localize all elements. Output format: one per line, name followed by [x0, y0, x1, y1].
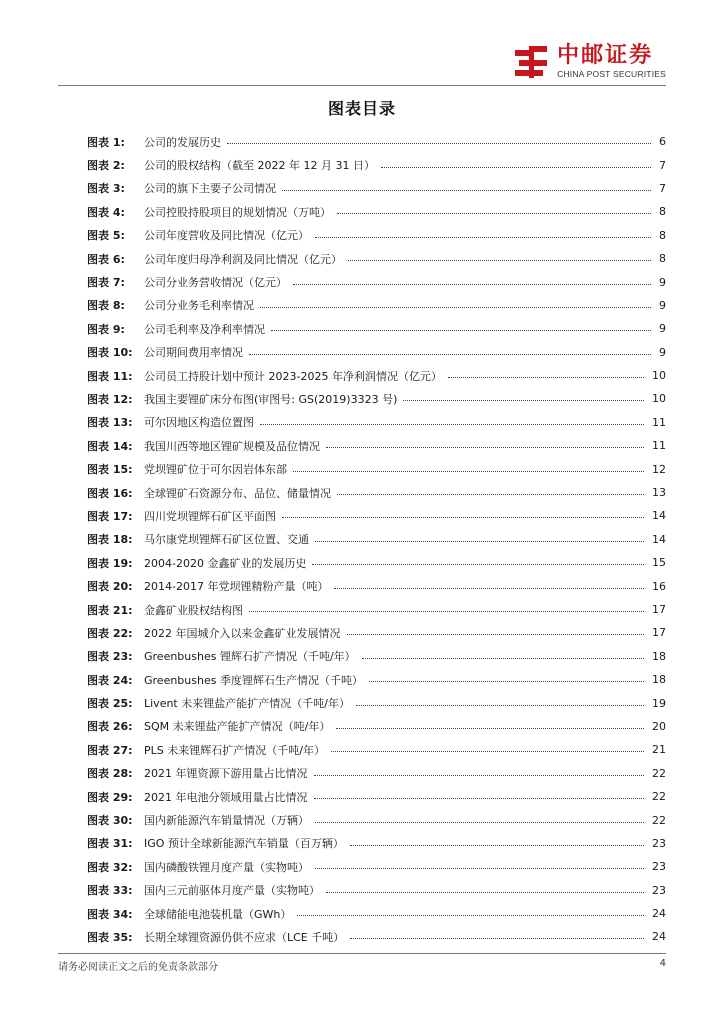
toc-entry-page: 10: [652, 392, 666, 406]
toc-entry[interactable]: [87, 504, 666, 527]
toc-leader-dots: [271, 330, 651, 331]
toc-entry-page: 23: [652, 860, 666, 874]
toc-entry[interactable]: [87, 411, 666, 434]
toc-entry-label: 图表 19:: [87, 556, 133, 570]
toc-entry[interactable]: [87, 574, 666, 597]
toc-entry-page: 15: [652, 556, 666, 570]
toc-entry-label: 图表 20:: [87, 580, 133, 594]
toc-leader-dots: [381, 167, 651, 168]
toc-entry[interactable]: [87, 528, 666, 551]
toc-entry[interactable]: [87, 177, 666, 200]
toc-leader-dots: [326, 447, 644, 448]
toc-entry[interactable]: [87, 855, 666, 878]
toc-entry-label: 图表 9:: [87, 322, 125, 336]
toc-entry-title: 公司员工持股计划中预计 2023-2025 年净利润情况（亿元）: [144, 369, 442, 383]
toc-entry-page: 24: [652, 907, 666, 921]
toc-leader-dots: [293, 471, 644, 472]
toc-entry[interactable]: [87, 317, 666, 340]
toc-leader-dots: [315, 868, 644, 869]
toc-entry[interactable]: [87, 645, 666, 668]
page-number: 4: [659, 958, 666, 969]
toc-leader-dots: [315, 822, 644, 823]
toc-entry-page: 7: [659, 181, 666, 195]
toc-entry-title: 2014-2017 年党坝锂精粉产量（吨）: [144, 580, 329, 594]
toc-entry-label: 图表 31:: [87, 837, 133, 851]
toc-leader-dots: [315, 237, 651, 238]
toc-entry-label: 图表 11:: [87, 369, 133, 383]
toc-entry-title: 公司的股权结构（截至 2022 年 12 月 31 日）: [144, 159, 375, 173]
toc-entry[interactable]: [87, 691, 666, 714]
toc-entry[interactable]: [87, 130, 666, 153]
toc-leader-dots: [293, 284, 651, 285]
toc-entry[interactable]: [87, 598, 666, 621]
toc-entry-label: 图表 27:: [87, 743, 133, 757]
toc-entry-label: 图表 30:: [87, 814, 133, 828]
toc-entry-label: 图表 4:: [87, 205, 125, 219]
toc-entry-title: Greenbushes 锂辉石扩产情况（千吨/年）: [144, 650, 356, 664]
toc-entry-title: 全球锂矿石资源分布、品位、储量情况: [144, 486, 331, 500]
toc-entry-label: 图表 23:: [87, 650, 133, 664]
toc-entry[interactable]: [87, 621, 666, 644]
toc-entry-page: 14: [652, 509, 666, 523]
toc-entry-title: 党坝锂矿位于可尔因岩体东部: [144, 463, 287, 477]
toc-entry-title: 公司的发展历史: [144, 135, 221, 149]
toc-leader-dots: [260, 424, 644, 425]
toc-leader-dots: [348, 260, 651, 261]
toc-entry-label: 图表 12:: [87, 392, 133, 406]
toc-leader-dots: [314, 798, 645, 799]
footer-divider: [58, 953, 666, 954]
toc-entry[interactable]: [87, 668, 666, 691]
toc-entry-title: 公司分业务毛利率情况: [144, 299, 254, 313]
toc-entry-label: 图表 16:: [87, 486, 133, 500]
toc-entry-page: 11: [652, 439, 666, 453]
toc-entry-label: 图表 3:: [87, 182, 125, 196]
toc-entry-page: 22: [652, 813, 666, 827]
toc-leader-dots: [336, 728, 644, 729]
toc-entry[interactable]: [87, 738, 666, 761]
toc-entry-page: 8: [659, 205, 666, 219]
toc-entry-page: 19: [652, 696, 666, 710]
toc-entry-page: 17: [652, 603, 666, 616]
toc-entry[interactable]: [87, 785, 666, 808]
toc-entry-page: 23: [652, 883, 666, 897]
toc-entry-title: 公司毛利率及净利率情况: [144, 322, 265, 336]
toc-leader-dots: [334, 588, 644, 589]
toc-leader-dots: [350, 845, 644, 846]
toc-entry[interactable]: [87, 224, 666, 247]
toc-entry-page: 18: [652, 673, 666, 687]
toc-entry-page: 9: [659, 275, 666, 289]
brand-name-en: CHINA POST SECURITIES: [557, 69, 666, 79]
toc-entry-page: 14: [652, 532, 666, 546]
toc-entry-title: PLS 未来锂辉石扩产情况（千吨/年）: [144, 743, 325, 757]
toc-entry[interactable]: [87, 364, 666, 387]
toc-entry-page: 10: [652, 369, 666, 383]
toc-entry-title: 国内磷酸铁锂月度产量（实物吨）: [144, 860, 309, 874]
toc-entry-title: 国内新能源汽车销量情况（万辆）: [144, 814, 309, 828]
toc-leader-dots: [312, 564, 644, 565]
toc-entry[interactable]: [87, 434, 666, 457]
toc-entry-title: Greenbushes 季度锂辉石生产情况（千吨）: [144, 673, 363, 687]
toc-entry[interactable]: [87, 551, 666, 574]
toc-leader-dots: [337, 494, 644, 495]
toc-entry-page: 8: [659, 228, 666, 242]
toc-leader-dots: [356, 705, 644, 706]
toc-entry[interactable]: [87, 902, 666, 925]
toc-leader-dots: [326, 892, 644, 893]
toc-entry-title: 2021 年电池分领域用量占比情况: [144, 790, 308, 804]
toc-entry[interactable]: [87, 270, 666, 293]
toc-entry[interactable]: [87, 715, 666, 738]
toc-entry-title: 四川党坝锂辉石矿区平面图: [144, 509, 276, 523]
toc-leader-dots: [249, 611, 644, 612]
toc-entry-title: 我国主要锂矿床分布图(审图号: GS(2019)3323 号): [144, 392, 398, 406]
header-divider: [58, 85, 666, 86]
toc-entry-page: 16: [652, 579, 666, 593]
toc-entry-label: 图表 5:: [87, 229, 125, 243]
toc-leader-dots: [282, 190, 651, 191]
toc-entry[interactable]: [87, 153, 666, 176]
toc-entry-title: 2004-2020 金鑫矿业的发展历史: [144, 556, 307, 570]
brand-name-cn: 中邮证券: [557, 43, 654, 68]
toc-entry-title: 公司年度营收及同比情况（亿元）: [144, 229, 309, 243]
footer-disclaimer: 请务必阅读正文之后的免责条款部分: [58, 962, 218, 973]
toc-entry-label: 图表 13:: [87, 416, 133, 430]
toc-entry-title: 公司分业务营收情况（亿元）: [144, 276, 287, 290]
toc-entry[interactable]: [87, 294, 666, 317]
toc-entry[interactable]: [87, 481, 666, 504]
toc-leader-dots: [331, 751, 644, 752]
toc-entry-page: 23: [652, 836, 666, 850]
brand-logo: [511, 42, 666, 82]
toc-entry-label: 图表 10:: [87, 346, 133, 360]
toc-entry-title: 国内三元前驱体月度产量（实物吨）: [144, 884, 320, 898]
toc-leader-dots: [249, 354, 651, 355]
toc-entry-page: 13: [652, 486, 666, 500]
toc-entry[interactable]: [87, 808, 666, 831]
toc-entry-page: 9: [659, 322, 666, 336]
toc-entry-label: 图表 32:: [87, 860, 133, 874]
toc-entry-title: 公司控股持股项目的规划情况（万吨）: [144, 205, 331, 219]
toc-leader-dots: [350, 938, 644, 939]
toc-entry-label: 图表 15:: [87, 463, 133, 477]
toc-leader-dots: [337, 213, 651, 214]
toc-entry-label: 图表 17:: [87, 509, 133, 523]
toc-entry-page: 6: [659, 135, 666, 149]
toc-leader-dots: [315, 541, 644, 542]
toc-entry-label: 图表 22:: [87, 626, 133, 640]
toc-entry[interactable]: [87, 832, 666, 855]
toc-entry-label: 图表 6:: [87, 252, 125, 266]
toc-entry-label: 图表 29:: [87, 790, 133, 804]
toc-entry[interactable]: [87, 247, 666, 270]
toc-entry-title: SQM 未来锂盐产能扩产情况（吨/年）: [144, 720, 331, 734]
china-post-logo-icon: [511, 42, 551, 82]
toc-entry-title: 2021 年锂资源下游用量占比情况: [144, 767, 308, 781]
toc-entry-label: 图表 21:: [87, 603, 133, 617]
toc-entry-page: 11: [652, 415, 666, 429]
toc-leader-dots: [448, 377, 644, 378]
toc-entry-label: 图表 33:: [87, 884, 133, 898]
toc-entry-title: 金鑫矿业股权结构图: [144, 603, 243, 617]
toc-entry[interactable]: [87, 879, 666, 902]
toc-entry-page: 9: [659, 298, 666, 312]
toc-entry-page: 24: [652, 930, 666, 944]
toc-entry-label: 图表 1:: [87, 135, 125, 149]
toc-leader-dots: [297, 915, 644, 916]
toc-entry-title: 2022 年国城介入以来金鑫矿业发展情况: [144, 626, 341, 640]
toc-leader-dots: [403, 400, 644, 401]
toc-entry-label: 图表 2:: [87, 159, 125, 173]
toc-list: [87, 130, 666, 949]
toc-entry-title: IGO 预计全球新能源汽车销量（百万辆）: [144, 837, 344, 851]
toc-entry-title: 公司的旗下主要子公司情况: [144, 182, 276, 196]
toc-leader-dots: [314, 775, 645, 776]
toc-leader-dots: [347, 634, 645, 635]
toc-entry-label: 图表 28:: [87, 767, 133, 781]
toc-entry-label: 图表 34:: [87, 907, 133, 921]
toc-entry-label: 图表 25:: [87, 697, 133, 711]
toc-entry[interactable]: [87, 762, 666, 785]
toc-entry[interactable]: [87, 457, 666, 480]
toc-entry-title: 长期全球锂资源仍供不应求（LCE 千吨）: [144, 930, 345, 944]
toc-entry-page: 9: [659, 345, 666, 359]
toc-entry-label: 图表 26:: [87, 720, 133, 734]
toc-entry-label: 图表 35:: [87, 930, 133, 944]
toc-entry-label: 图表 24:: [87, 673, 133, 687]
toc-entry[interactable]: [87, 200, 666, 223]
toc-entry-page: 12: [652, 462, 666, 476]
toc-leader-dots: [260, 307, 651, 308]
toc-entry-title: 马尔康党坝锂辉石矿区位置、交通: [144, 533, 309, 547]
toc-entry[interactable]: [87, 341, 666, 364]
toc-entry-label: 图表 8:: [87, 299, 125, 313]
toc-entry-label: 图表 18:: [87, 533, 133, 547]
toc-entry-page: 21: [652, 743, 666, 757]
toc-title: 图表目录: [327, 99, 396, 118]
toc-entry-title: 可尔因地区构造位置图: [144, 416, 254, 430]
toc-entry-page: 22: [652, 790, 666, 804]
toc-leader-dots: [282, 517, 644, 518]
toc-entry-title: 公司期间费用率情况: [144, 346, 243, 360]
toc-entry-title: 我国川西等地区锂矿规模及品位情况: [144, 439, 320, 453]
toc-entry[interactable]: [87, 925, 666, 948]
toc-entry-title: Livent 未来锂盐产能扩产情况（千吨/年）: [144, 697, 350, 711]
toc-entry-title: 全球储能电池装机量（GWh）: [144, 907, 292, 921]
toc-entry-title: 公司年度归母净利润及同比情况（亿元）: [144, 252, 342, 266]
toc-entry-page: 22: [652, 766, 666, 780]
toc-entry-page: 7: [659, 158, 666, 172]
toc-entry-page: 17: [652, 626, 666, 640]
toc-entry-page: 20: [652, 719, 666, 733]
toc-leader-dots: [369, 681, 644, 682]
toc-entry-page: 8: [659, 252, 666, 266]
toc-leader-dots: [362, 658, 644, 659]
toc-entry-label: 图表 7:: [87, 276, 125, 290]
toc-leader-dots: [227, 143, 651, 144]
toc-entry[interactable]: [87, 387, 666, 410]
toc-entry-label: 图表 14:: [87, 439, 133, 453]
toc-entry-page: 18: [652, 649, 666, 663]
